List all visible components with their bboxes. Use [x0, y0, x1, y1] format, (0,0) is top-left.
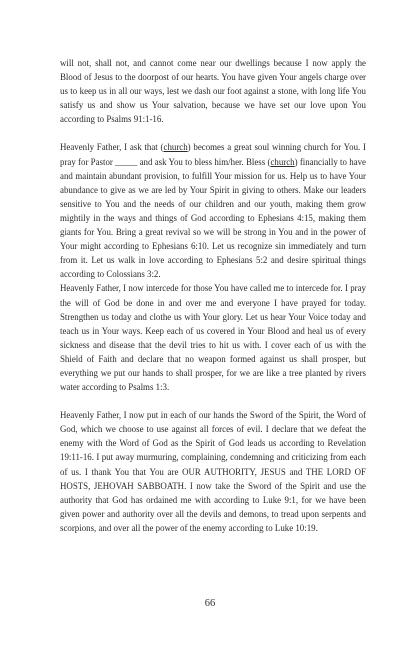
- paragraph-church-prayer: [60, 140, 366, 281]
- church-prayer-text-2: ) becomes a great soul winning church for You. I pray for Pastor _____ and ask You to bless him/her. Bless (: [60, 142, 366, 167]
- church-prayer-text-3: ) financially to have and maintain abundant provision, to fulfill Your mission for us. Help us to have Your abundance to give as we are led by Your Spirit in giving to others. Make our leaders sensitive to You and the needs of our children and our youth, making them grow mightily in the ways and things of God according to Ephesians 4:15, making them giants for You. Bring a great revival so we will be strong in You and in the power of Your might according to Ephesians 6:10. Let us recognize sin immediately and turn from it. Let us walk in love according to Ephesians 5:2 and desire spiritual things according to Colossians 3:2.: [60, 156, 366, 280]
- church-placeholder-1: church: [163, 142, 188, 153]
- church-prayer-text-1: Heavenly Father, I ask that (: [60, 142, 164, 153]
- page-body: [60, 56, 366, 535]
- church-placeholder-2: church: [270, 156, 295, 167]
- paragraph-intercession: Heavenly Father, I now intercede for those You have called me to intercede for. I pray the will of God be done in and over me and everyone I have prayed for today. Strengthen us today and clothe us with Your glory. Let us hear Your Voice today and teach us in Your ways. Keep each of us covered in Your Blood and heal us of every sickness and disease that the devil tries to hit us with. I cover each of us with the Shield of Faith and declare that no weapon formed against us shall prosper, but everything we put our hands to shall prosper, for we are like a tree planted by rivers water according to Psalms 1:3.: [60, 283, 366, 393]
- paragraph-sword-of-spirit: Heavenly Father, I now put in each of our hands the Sword of the Spirit, the Word of God, which we choose to use against all forces of evil. I declare that we defeat the enemy with the Word of God as the Spirit of God leads us according to Revelation 19:11-16. I put away murmuring, complaining, condemning and criticizing from each of us. I thank You that You are OUR AUTHORITY, JESUS and THE LORD OF HOSTS, JEHOVAH SABBOATH. I now take the Sword of the Spirit and use the authority that God has ordained me with according to Luke 9:1, for we have been given power and authority over all the devils and demons, to tread upon serpents and scorpions, and over all the power of the enemy according to Luke 10:19.: [60, 410, 366, 533]
- page-number: 66: [204, 598, 216, 609]
- paragraph-psalm-91: will not, shall not, and cannot come near our dwellings because I now apply the Blood of Jesus to the doorpost of our hearts. You have given Your angels charge over us to keep us in all our ways, lest we dash our foot against a stone, with long life You satisfy us and show us Your salvation, because we have set our love upon You according to Psalms 91:1-16.: [60, 58, 366, 125]
